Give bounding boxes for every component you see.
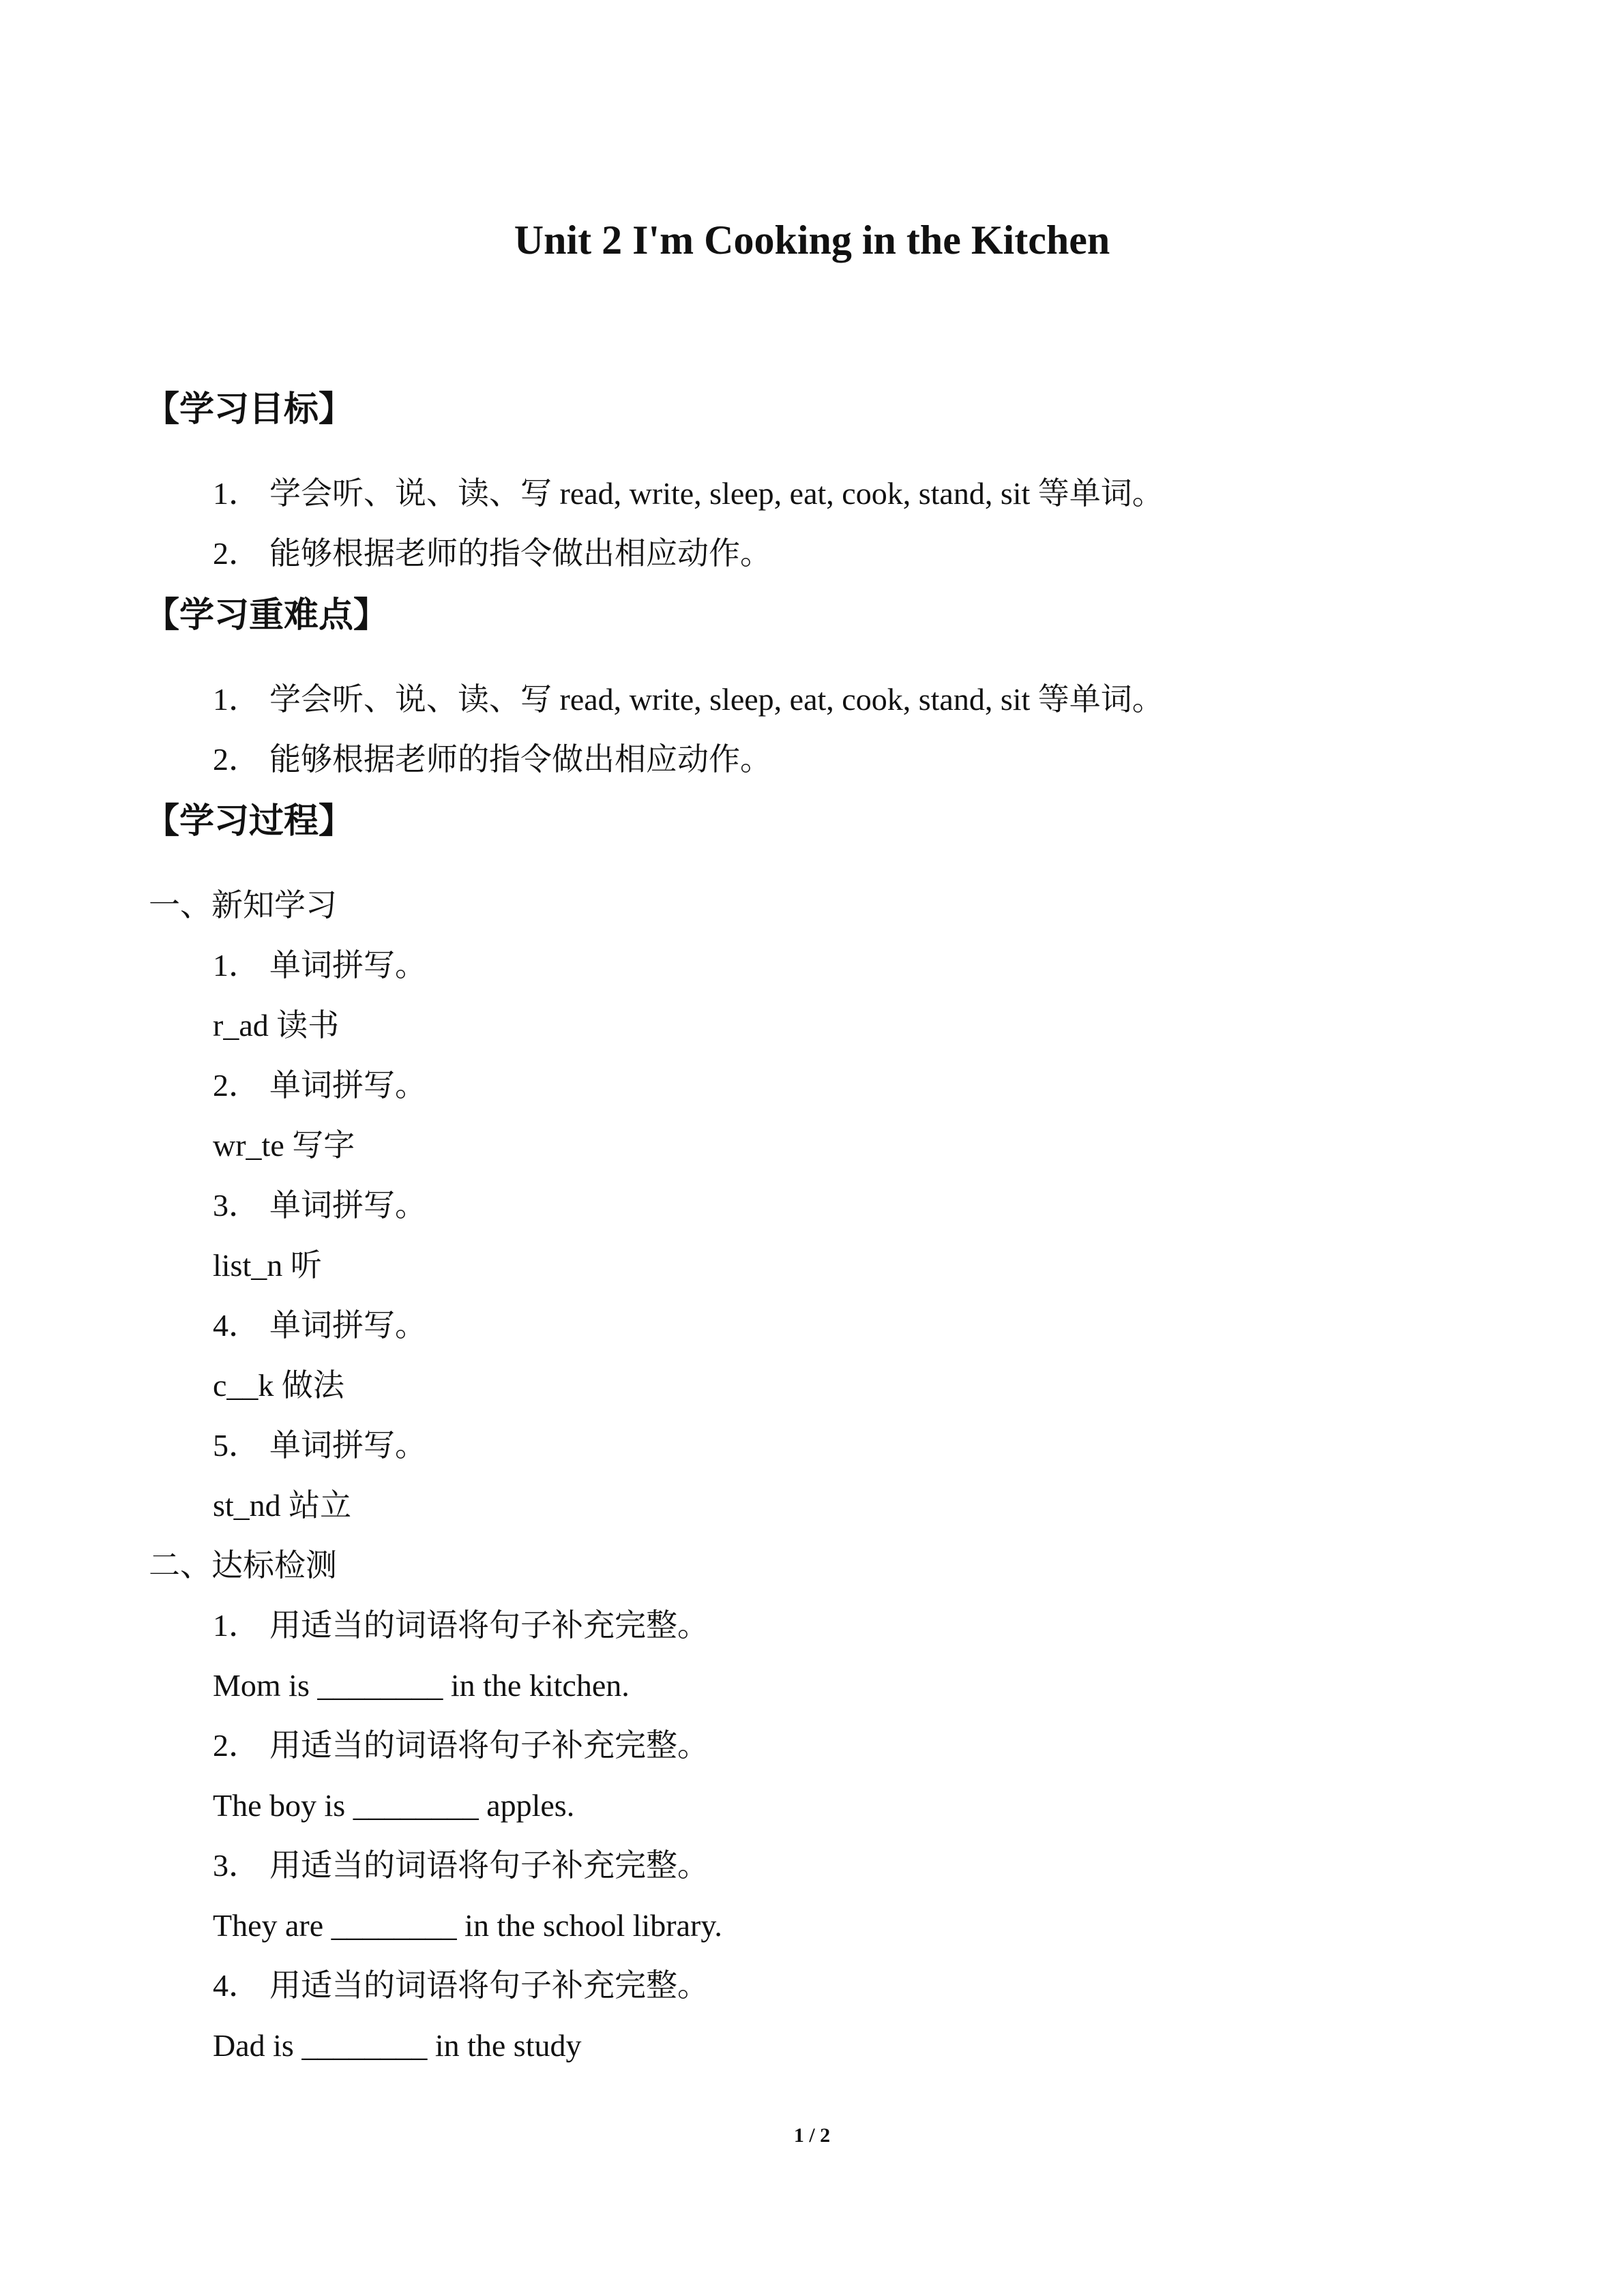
key-point-item: [213, 678, 1164, 721]
item-text: 学会听、说、读、写 read, write, sleep, eat, cook, stand, sit 等单词。: [269, 682, 1164, 717]
exercise-prompt: [213, 1964, 709, 2008]
item-number: 1．: [213, 948, 260, 983]
prompt-text: 单词拼写。: [269, 1308, 426, 1343]
fill-in-sentence: They are ________ in the school library.: [213, 1908, 722, 1943]
prompt-text: 用适当的词语将句子补充完整。: [269, 1848, 709, 1883]
page-number: 1 / 2: [793, 2124, 831, 2147]
item-number: 2．: [213, 1728, 260, 1763]
subsection-heading-assessment: 二、达标检测: [149, 1548, 337, 1583]
item-number: 2．: [213, 742, 260, 777]
prompt-text: 单词拼写。: [269, 1428, 426, 1463]
objective-item: [213, 532, 771, 576]
item-text: 能够根据老师的指令做出相应动作。: [269, 742, 771, 777]
prompt-text: 用适当的词语将句子补充完整。: [269, 1608, 709, 1643]
section-heading-key-points: 【学习重难点】: [145, 595, 389, 636]
fill-in-sentence: Mom is ________ in the kitchen.: [213, 1668, 630, 1703]
exercise-answer: c__k 做法: [213, 1368, 344, 1403]
exercise-prompt: [213, 1724, 709, 1768]
item-number: 2．: [213, 536, 260, 571]
item-number: 4．: [213, 1308, 260, 1343]
item-number: 1．: [213, 682, 260, 717]
exercise-answer: wr_te 写字: [213, 1128, 355, 1163]
exercise-prompt: [213, 1844, 709, 1888]
section-heading-objectives: 【学习目标】: [145, 389, 354, 430]
exercise-answer: list_n 听: [213, 1248, 322, 1283]
exercise-prompt: [213, 1064, 426, 1107]
prompt-text: 单词拼写。: [269, 948, 426, 983]
exercise-prompt: [213, 1184, 426, 1227]
prompt-text: 用适当的词语将句子补充完整。: [269, 1728, 709, 1763]
exercise-prompt: [213, 1424, 426, 1467]
prompt-text: 用适当的词语将句子补充完整。: [269, 1968, 709, 2003]
prompt-text: 单词拼写。: [269, 1068, 426, 1103]
key-point-item: [213, 738, 771, 781]
item-number: 1．: [213, 1608, 260, 1643]
exercise-prompt: [213, 1304, 426, 1347]
item-number: 3．: [213, 1848, 260, 1883]
section-heading-process: 【学习过程】: [145, 801, 354, 841]
item-number: 2．: [213, 1068, 260, 1103]
item-number: 1．: [213, 476, 260, 511]
page-title: Unit 2 I'm Cooking in the Kitchen: [514, 218, 1110, 263]
item-number: 5．: [213, 1428, 260, 1463]
fill-in-sentence: The boy is ________ apples.: [213, 1788, 575, 1823]
fill-in-sentence: Dad is ________ in the study: [213, 2028, 582, 2063]
prompt-text: 单词拼写。: [269, 1188, 426, 1223]
exercise-prompt: [213, 1604, 709, 1648]
exercise-prompt: [213, 944, 426, 987]
subsection-heading-new-knowledge: 一、新知学习: [149, 888, 337, 923]
objective-item: [213, 472, 1164, 516]
exercise-answer: st_nd 站立: [213, 1488, 352, 1523]
item-number: 4．: [213, 1968, 260, 2003]
item-number: 3．: [213, 1188, 260, 1223]
item-text: 学会听、说、读、写 read, write, sleep, eat, cook, stand, sit 等单词。: [269, 476, 1164, 511]
exercise-answer: r_ad 读书: [213, 1008, 340, 1043]
item-text: 能够根据老师的指令做出相应动作。: [269, 536, 771, 571]
